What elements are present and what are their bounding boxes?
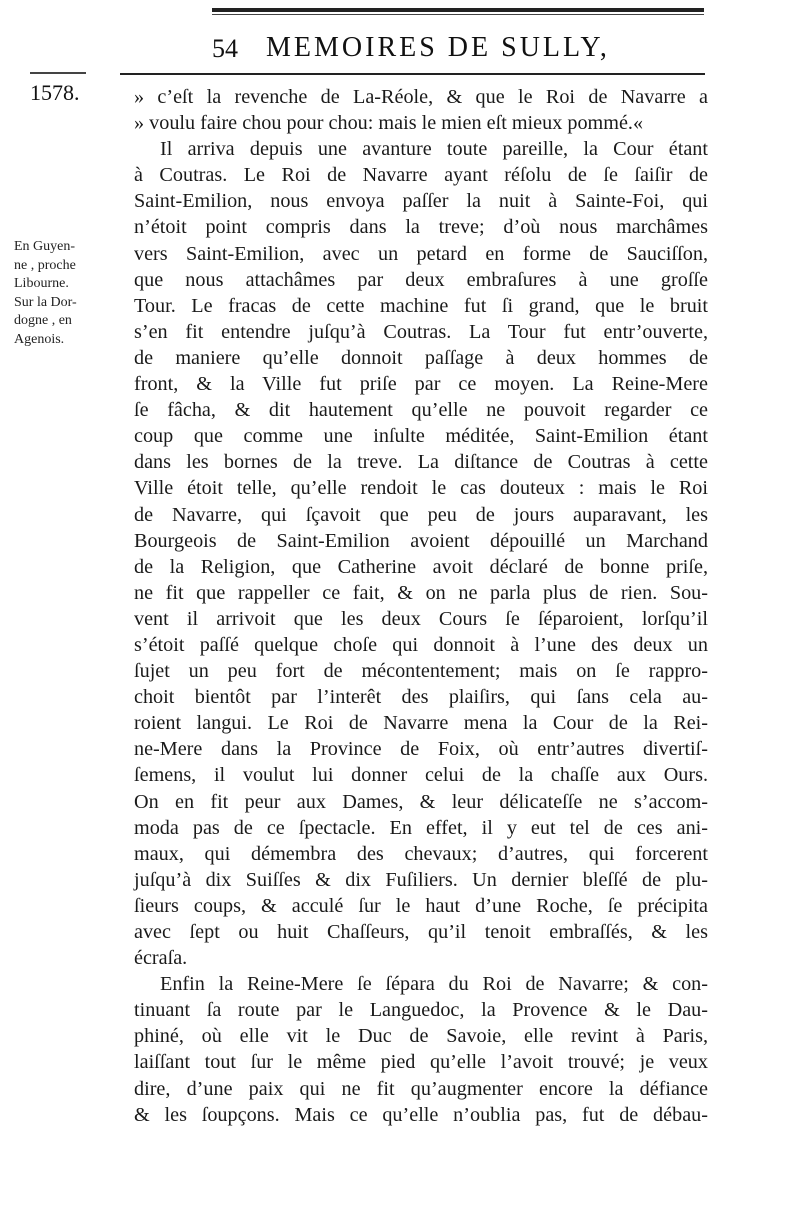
text-line: » voulu faire chou pour chou: mais le mien eſt mieux pommé.«: [134, 112, 644, 135]
text-line: moda pas de ce ſpectacle. En effet, il y eut tel de ces ani-: [134, 816, 708, 839]
text-line: » c’eſt la revenche de La-Réole, & que le Roi de Navarre a: [134, 86, 708, 108]
margin-note-line: Libourne.: [14, 276, 69, 291]
margin-note-line: Agenois.: [14, 331, 65, 347]
text-line: dire, d’une paix qui ne fit qu’augmenter encore la défiance: [134, 1077, 708, 1100]
year-rule: [30, 72, 86, 74]
text-line: maux, qui démembra des chevaux; d’autres, qui forcerent: [134, 842, 708, 865]
text-line: de maniere qu’elle donnoit paſſage à deux hommes de: [134, 346, 708, 369]
text-line: à Coutras. Le Roi de Navarre ayant réſolu de ſe ſaiſir de: [134, 164, 708, 187]
margin-note: [14, 238, 98, 349]
text-line: Enfin la Reine-Mere ſe ſépara du Roi de Navarre; & con-: [160, 973, 708, 996]
text-line: roient langui. Le Roi de Navarre mena la Cour de la Rei-: [134, 712, 708, 735]
text-line: écraſa.: [134, 947, 188, 970]
header-rule-thick: [212, 8, 704, 12]
text-line: avec ſept ou huit Chaſſeurs, qu’il tenoit embraſſés, & les: [134, 921, 708, 943]
text-line: vent il arrivoit que les deux Cours ſe ſéparoient, lorſqu’il: [134, 607, 708, 630]
text-line: Saint-Emilion, nous envoya paſſer la nuit à Sainte-Foi, qui: [134, 190, 708, 213]
text-line: laiſſant tout ſur le même pied qu’elle l’avoit trouvé; je veux: [134, 1051, 708, 1074]
running-header: [212, 30, 712, 70]
text-line: front, & la Ville fut priſe par ce moyen. La Reine-Mere: [134, 373, 708, 396]
page-number: 54: [212, 34, 238, 63]
text-line: que nous attachâmes par deux embraſures à une groſſe: [134, 268, 708, 291]
text-line: de la Religion, que Catherine avoit déclaré de bonne priſe,: [134, 555, 708, 578]
text-line: phiné, où elle vit le Duc de Savoie, elle revint à Paris,: [134, 1025, 708, 1048]
margin-note-line: En Guyen-: [14, 239, 76, 254]
margin-note-line: ne , proche: [14, 257, 76, 273]
text-line: choit bientôt par l’interêt des plaiſirs, qui ſans cela au-: [134, 686, 708, 709]
text-line: Il arriva depuis une avanture toute pareille, la Cour étant: [160, 138, 708, 161]
header-rule-thin: [212, 14, 704, 15]
text-line: juſqu’à dix Suiſſes & dix Fuſiliers. Un dernier bleſſé de plu-: [134, 868, 708, 891]
text-line: coup que comme une inſulte méditée, Saint-Emilion étant: [134, 425, 708, 448]
body-text: [134, 84, 708, 1128]
text-line: tinuant ſa route par le Languedoc, la Provence & le Dau-: [134, 999, 708, 1022]
text-line: Bourgeois de Saint-Emilion avoient dépouillé un Marchand: [134, 529, 708, 552]
text-line: s’en fit entendre juſqu’à Coutras. La Tour fut entr’ouverte,: [134, 320, 708, 343]
text-line: n’étoit point compris dans la treve; d’où nous marchâmes: [134, 216, 708, 239]
margin-note-line: Sur la Dor-: [14, 294, 77, 310]
text-line: ne fit que rappeller ce fait, & on ne parla plus de rien. Sou-: [134, 581, 708, 604]
text-line: vers Saint-Emilion, avec un petard en forme de Sauciſſon,: [134, 242, 708, 265]
header-underline: [120, 73, 705, 75]
text-line: de Navarre, qui ſçavoit que peu de jours auparavant, les: [134, 503, 708, 526]
text-line: ſieurs coups, & acculé ſur le haut d’une Roche, ſe précipita: [134, 894, 708, 917]
text-line: dans les bornes de la treve. La diſtance de Coutras à cette: [134, 451, 708, 474]
text-line: ſujet un peu fort de mécontentement; mais on ſe rappro-: [134, 660, 708, 683]
running-title: MEMOIRES DE SULLY,: [266, 32, 610, 63]
margin-note-line: dogne , en: [14, 313, 72, 328]
text-line: Tour. Le fracas de cette machine fut ſi grand, que le bruit: [134, 294, 708, 317]
text-line: s’étoit paſſé quelque choſe qui donnoit à l’une des deux un: [134, 633, 708, 656]
text-line: ſe fâcha, & dit hautement qu’elle ne pouvoit regarder ce: [134, 399, 708, 422]
margin-year: 1578.: [30, 80, 80, 105]
text-line: ne-Mere dans la Province de Foix, où entr’autres divertiſ-: [134, 738, 708, 761]
text-line: On en fit peur aux Dames, & leur délicateſſe ne s’accom-: [134, 790, 708, 813]
text-line: & les ſoupçons. Mais ce qu’elle n’oublia pas, fut de débau-: [134, 1103, 708, 1126]
text-line: Ville étoit telle, qu’elle rendoit le cas douteux : mais le Roi: [134, 477, 708, 500]
text-line: ſemens, il voulut lui donner celui de la chaſſe aux Ours.: [134, 764, 708, 787]
